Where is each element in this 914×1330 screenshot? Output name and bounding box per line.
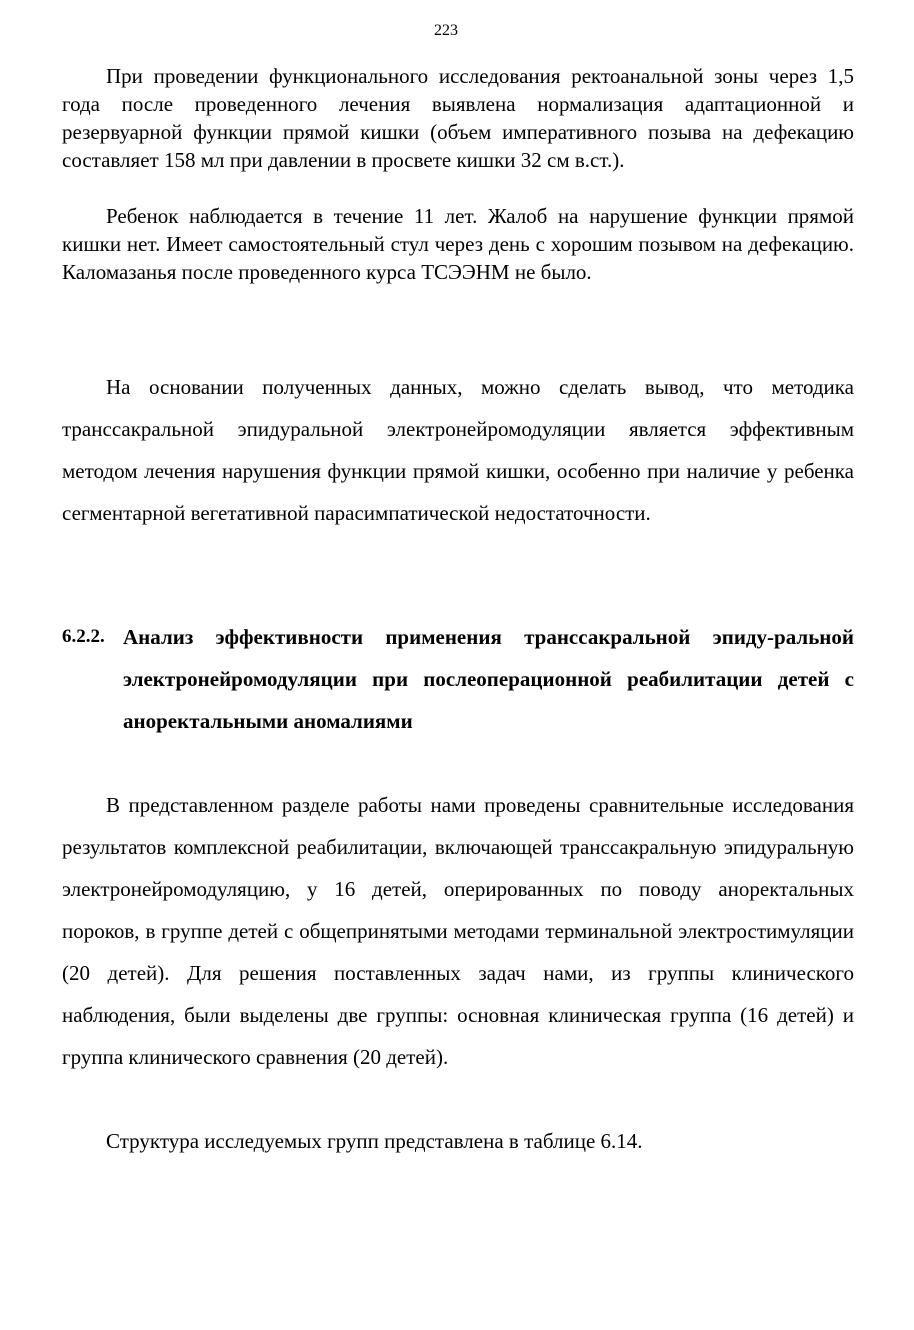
paragraph-conclusion: На основании полученных данных, можно сделать вывод, что методика транссакральной эпидуральной электронейромодуляции является эффективным методом лечения нарушения функции прямой кишки, особенно при наличие у ребенка сегментарной вегетативной парасимпатической недостаточности. <box>62 375 854 525</box>
paragraph-functional-study: При проведении функционального исследования ректоанальной зоны через 1,5 года после проведенного лечения выявлена нормализация адаптационной и резервуарной функции прямой кишки (объем императивного позыва на дефекацию составляет 158 мл при давлении в просвете кишки 32 см в.ст.). <box>62 64 854 172</box>
section-title: Анализ эффективности применения транссакральной эпиду-ральной электронейромодуляции при послеоперационной реабилитации детей с аноректальными аномалиями <box>123 625 854 733</box>
paragraph-table-reference: Структура исследуемых групп представлена в таблице 6.14. <box>106 1129 643 1153</box>
paragraph-comparative-study: В представленном разделе работы нами проведены сравнительные исследования результатов комплексной реабилитации, включающей транссакральную эпидуральную электронейромодуляцию, у 16 детей, оперированных по поводу аноректальных пороков, в группе детей с общепринятыми методами терминальной электростимуляции (20 детей). Для решения поставленных задач нами, из группы клинического наблюдения, были выделены две группы: основная клиническая группа (16 детей) и группа клинического сравнения (20 детей). <box>62 793 854 1069</box>
page-number: 223 <box>434 22 458 39</box>
section-number: 6.2.2. <box>62 626 105 647</box>
paragraph-observation: Ребенок наблюдается в течение 11 лет. Жалоб на нарушение функции прямой кишки нет. Имеет самостоятельный стул через день с хорошим позывом на дефекацию. Каломазанья после проведенного курса ТСЭЭНМ не было. <box>62 204 854 284</box>
section-heading <box>62 616 854 742</box>
